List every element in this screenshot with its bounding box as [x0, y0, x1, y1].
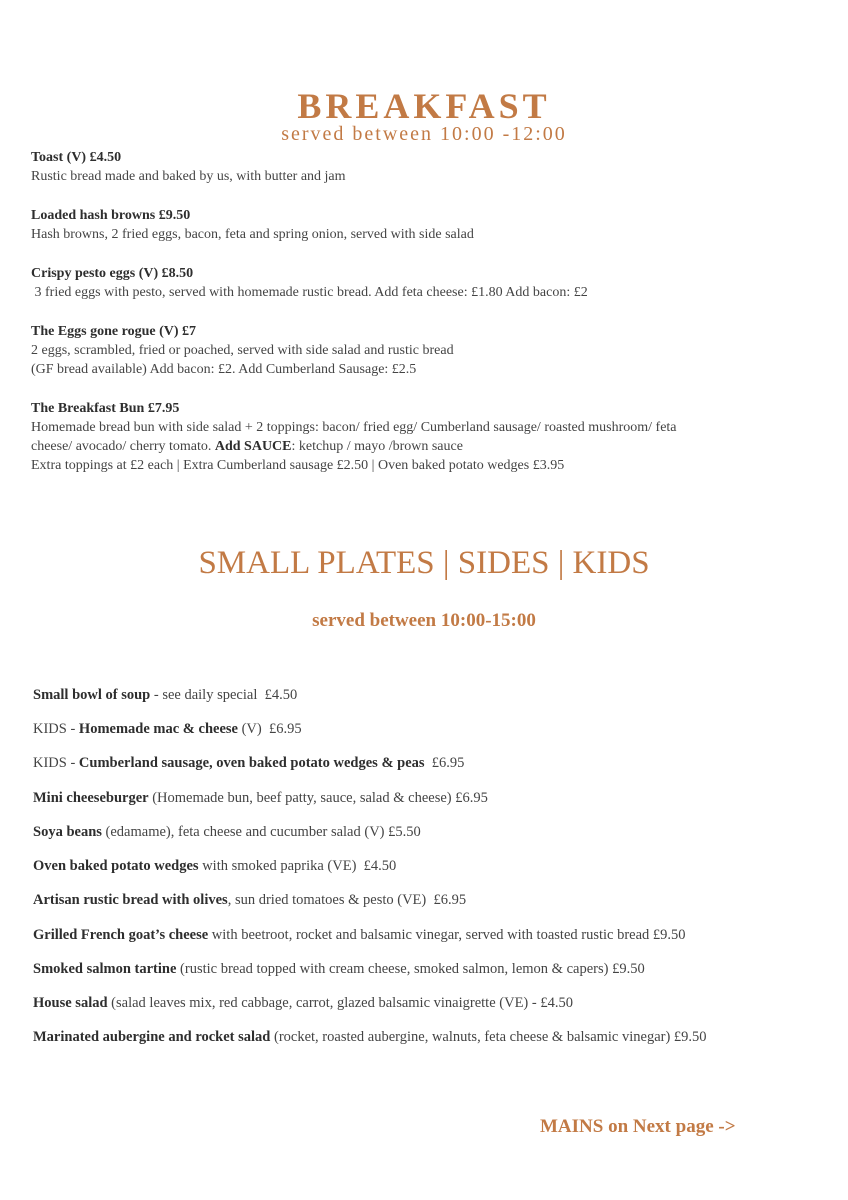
sauce-label: Add SAUCE [214, 439, 292, 454]
item-details: (salad leaves mix, red cabbage, carrot, glazed balsamic vinaigrette (VE) - £4.50 [107, 995, 573, 1011]
small-plate-item [33, 925, 823, 945]
item-details: (rustic bread topped with cream cheese, smoked salmon, lemon & capers) £9.50 [176, 961, 645, 977]
item-name: Loaded hash browns £9.50 [31, 208, 191, 223]
small-plate-item [33, 822, 823, 842]
small-plate-item [33, 993, 823, 1013]
small-plates-title: SMALL PLATES | SIDES | KIDS [198, 545, 650, 581]
item-name: Marinated aubergine and rocket salad [33, 1029, 271, 1045]
item-description: 3 fried eggs with pesto, served with homemade rustic bread. Add feta cheese: £1.80 Add bacon: £2 [31, 285, 588, 300]
small-plate-item [33, 856, 823, 876]
item-details: (rocket, roasted aubergine, walnuts, feta cheese & balsamic vinegar) £9.50 [270, 1029, 707, 1045]
item-description: Rustic bread made and baked by us, with butter and jam [31, 169, 346, 184]
item-name: Toast (V) £4.50 [31, 150, 122, 165]
small-plate-item [33, 788, 823, 808]
item-details: (edamame), feta cheese and cucumber salad (V) £5.50 [101, 824, 421, 840]
item-name: Grilled French goat’s cheese [33, 927, 209, 943]
next-page-link[interactable]: MAINS on Next page -> [540, 1116, 736, 1137]
item-details: (Homemade bun, beef patty, sauce, salad & cheese) £6.95 [148, 790, 488, 806]
item-details: with beetroot, rocket and balsamic vinegar, served with toasted rustic bread £9.50 [208, 927, 686, 943]
breakfast-item [31, 399, 821, 475]
sauce-text: : ketchup / mayo /brown sauce [291, 439, 463, 454]
item-name: Oven baked potato wedges [33, 858, 199, 874]
item-name: Small bowl of soup [33, 687, 151, 703]
breakfast-item [31, 148, 821, 186]
small-plates-subtitle: served between 10:00-15:00 [312, 610, 536, 631]
item-prefix: KIDS - [33, 755, 79, 771]
item-details: , sun dried tomatoes & pesto (VE) £6.95 [227, 892, 467, 908]
item-details: £6.95 [424, 755, 465, 771]
item-name: The Breakfast Bun £7.95 [31, 401, 180, 416]
item-name: Soya beans [33, 824, 102, 840]
breakfast-item [31, 206, 821, 244]
small-plate-item [33, 959, 823, 979]
item-name: Crispy pesto eggs (V) £8.50 [31, 266, 194, 281]
breakfast-item [31, 322, 821, 379]
item-name: Cumberland sausage, oven baked potato wedges & peas [78, 755, 425, 771]
item-description: Extra toppings at £2 each | Extra Cumberland sausage £2.50 | Oven baked potato wedges £3.95 [31, 458, 565, 473]
item-name: The Eggs gone rogue (V) £7 [31, 324, 197, 339]
small-plate-item [33, 719, 823, 739]
item-description-part: cheese/ avocado/ cherry tomato. [31, 439, 212, 454]
item-description: (GF bread available) Add bacon: £2. Add Cumberland Sausage: £2.5 [31, 362, 417, 377]
item-name: House salad [33, 995, 108, 1011]
small-plate-item [33, 890, 823, 910]
small-plate-item [33, 1027, 823, 1047]
item-name: Mini cheeseburger [33, 790, 149, 806]
item-prefix: KIDS - [33, 721, 79, 737]
item-details: - see daily special £4.50 [150, 687, 298, 703]
item-description: 2 eggs, scrambled, fried or poached, served with side salad and rustic bread [31, 343, 454, 358]
item-description [31, 437, 821, 456]
breakfast-item [31, 264, 821, 302]
item-name: Homemade mac & cheese [78, 721, 238, 737]
small-plate-item [33, 753, 823, 773]
breakfast-title: BREAKFAST [297, 86, 551, 126]
breakfast-subtitle: served between 10:00 -12:00 [281, 123, 567, 145]
item-description: Hash browns, 2 fried eggs, bacon, feta and spring onion, served with side salad [31, 227, 474, 242]
item-details: with smoked paprika (VE) £4.50 [198, 858, 397, 874]
small-plate-item [33, 685, 823, 705]
item-description: Homemade bread bun with side salad + 2 toppings: bacon/ fried egg/ Cumberland sausage/ roasted mushroom/ feta [31, 420, 677, 435]
item-name: Artisan rustic bread with olives [33, 892, 228, 908]
item-details: (V) £6.95 [237, 721, 302, 737]
item-name: Smoked salmon tartine [33, 961, 177, 977]
